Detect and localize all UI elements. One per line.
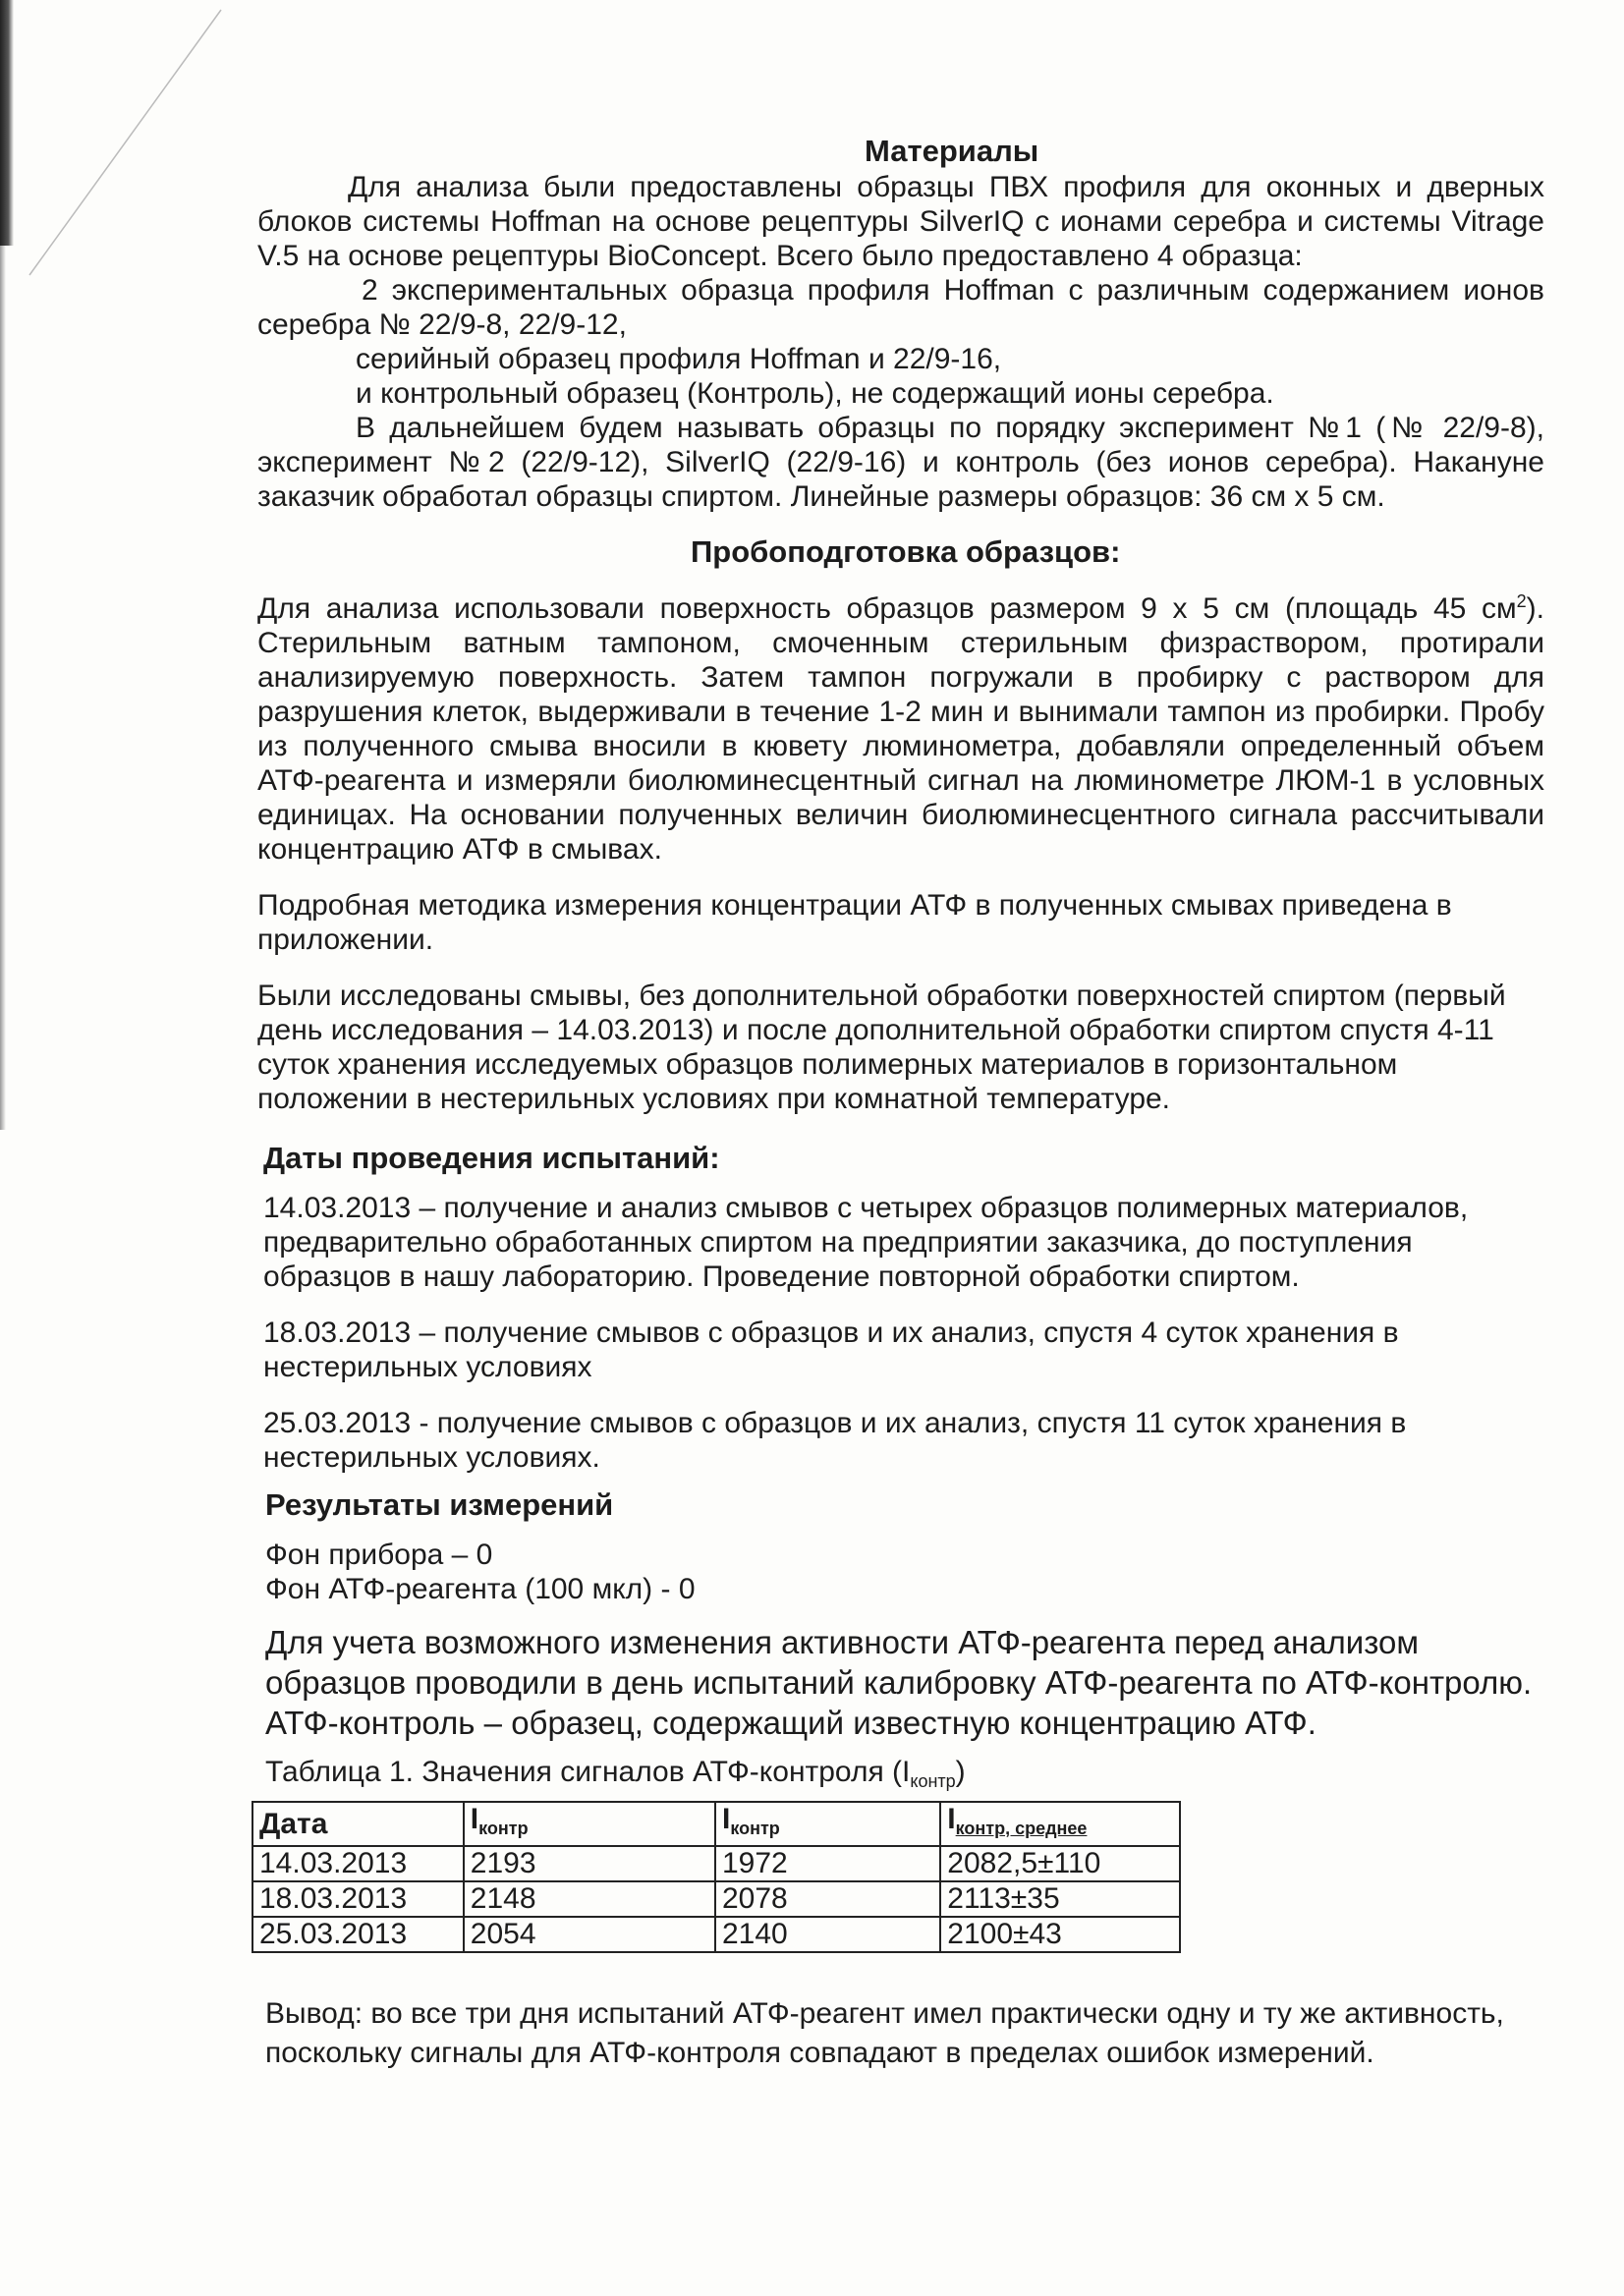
- results-title: Результаты измерений: [265, 1487, 614, 1522]
- materials-paragraph-2: 2 экспериментальных образца профиля Hoffman с различным содержанием ионов серебра № 22/9-8, 22/9-12,: [257, 274, 1544, 341]
- table-row: [252, 1881, 1180, 1917]
- prep-section: [257, 585, 1544, 1116]
- scan-border-shadow-lower: [0, 246, 6, 1130]
- header-date: Дата: [252, 1802, 464, 1846]
- cell-date: 25.03.2013: [252, 1917, 464, 1952]
- materials-paragraph-4: и контрольный образец (Контроль), не содержащий ионы серебра.: [356, 377, 1274, 410]
- prep-paragraph-3: Были исследованы смывы, без дополнительной обработки поверхностей спиртом (первый день исследования – 14.03.2013) и после дополнительной обработки спиртом спустя 4-11 суток хранения исследуемых образцов полимерных материалов в горизонтальном положении в нестерильных условиях при комнатной температуре.: [257, 980, 1506, 1115]
- header-i-control-avg: $I_{контр, среднее}$: [940, 1802, 1180, 1846]
- cell-value-2: 1972: [715, 1846, 940, 1881]
- materials-section: [257, 170, 1544, 514]
- header-i-control-1: $I_{контр}$: [464, 1802, 715, 1846]
- cell-value-1: 2193: [464, 1846, 715, 1881]
- header-i-control-2: $I_{контр}$: [715, 1802, 940, 1846]
- cell-average: 2100±43: [940, 1917, 1180, 1952]
- cell-value-2: 2078: [715, 1881, 940, 1917]
- cell-value-2: 2140: [715, 1917, 940, 1952]
- cell-date: 18.03.2013: [252, 1881, 464, 1917]
- cell-date: 14.03.2013: [252, 1846, 464, 1881]
- materials-title: Материалы: [865, 134, 1039, 168]
- prep-paragraph-2: Подробная методика измерения концентрации АТФ в полученных смывах приведена в приложении.: [257, 889, 1452, 956]
- materials-paragraph-3: серийный образец профиля Hoffman и 22/9-16,: [356, 343, 1002, 375]
- date-item-2: 18.03.2013 – получение смывов с образцов и их анализ, спустя 4 суток хранения в нестерильных условиях: [263, 1316, 1399, 1383]
- table-header-row: [252, 1802, 1180, 1846]
- table-row: [252, 1917, 1180, 1952]
- background-reagent: Фон АТФ-реагента (100 мкл) - 0: [265, 1573, 696, 1605]
- atp-control-table: [252, 1801, 1181, 1953]
- results-section: [265, 1538, 1542, 1801]
- dates-section: [263, 1191, 1531, 1475]
- materials-paragraph-1: Для анализа были предоставлены образцы ПВХ профиля для оконных и дверных блоков системы Hoffman на основе рецептуры SilverIQ с ионами серебра и системы Vitrage V.5 на основе рецептуры BioConcept. Всего было предоставлено 4 образца:: [257, 171, 1544, 272]
- prep-paragraph-1: Для анализа использовали поверхность образцов размером 9 х 5 см (площадь 45 $см^2$). Стерильным ватным тампоном, смоченным стерильным физраствором, протирали анализируемую поверхность. Затем тампон погружали в пробирку с раствором для разрушения клеток, выдерживали в течение 1-2 мин и вынимали тампон из пробирки. Пробу из полученного смыва вносили в кювету люминометра, добавляли определенный объем АТФ-реагента и измеряли биолюминесцентный сигнал на люминометре ЛЮМ-1 в условных единицах. На основании полученных величин биолюминесцентного сигнала рассчитывали концентрацию АТФ в смывах.: [257, 591, 1544, 866]
- table-caption: Таблица 1. Значения сигналов АТФ-контроля $(I_{контр})$: [265, 1756, 966, 1791]
- calibration-paragraph: Для учета возможного изменения активности АТФ-реагента перед анализом образцов проводили в день испытаний калибровку АТФ-реагента по АТФ-контролю. АТФ-контроль – образец, содержащий известную концентрацию АТФ.: [265, 1624, 1533, 1741]
- conclusion-paragraph: Вывод: во все три дня испытаний АТФ-реагент имел практически одну и ту же активность, поскольку сигналы для АТФ-контроля совпадают в пределах ошибок измерений.: [265, 1997, 1504, 2069]
- cell-value-1: 2054: [464, 1917, 715, 1952]
- background-instrument: Фон прибора – 0: [265, 1539, 493, 1571]
- prep-title: Пробоподготовка образцов:: [691, 534, 1121, 569]
- date-item-1: 14.03.2013 – получение и анализ смывов с четырех образцов полимерных материалов, предварительно обработанных спиртом на предприятии заказчика, до поступления образцов в нашу лабораторию. Проведение повторной обработки спиртом.: [263, 1192, 1469, 1293]
- materials-paragraph-5: В дальнейшем будем называть образцы по порядку эксперимент №1 (№ 22/9-8), эксперимент №2 (22/9-12), SilverIQ (22/9-16) и контроль (без ионов серебра). Накануне заказчик обработал образцы спиртом. Линейные размеры образцов: 36 см х 5 см.: [257, 412, 1544, 513]
- table-row: [252, 1846, 1180, 1881]
- cell-average: 2113±35: [940, 1881, 1180, 1917]
- date-item-3: 25.03.2013 - получение смывов с образцов и их анализ, спустя 11 суток хранения в нестерильных условиях.: [263, 1407, 1407, 1474]
- cell-value-1: 2148: [464, 1881, 715, 1917]
- scan-pencil-mark: [0, 0, 236, 295]
- dates-title: Даты проведения испытаний:: [263, 1141, 720, 1175]
- cell-average: 2082,5±110: [940, 1846, 1180, 1881]
